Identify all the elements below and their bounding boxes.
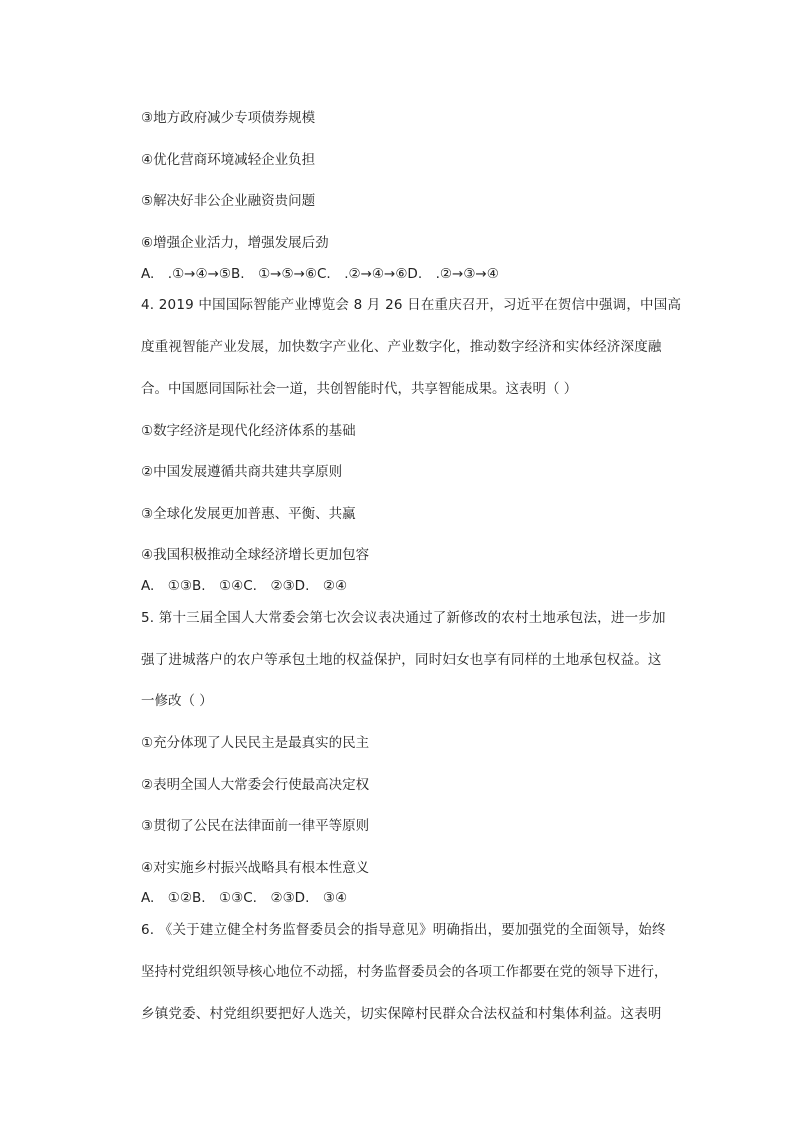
q3-option-6: ⑥增强企业活力，增强发展后劲: [141, 235, 329, 251]
q5-option-3: ③贯彻了公民在法律面前一律平等原则: [141, 818, 370, 834]
q4-stem-line-2: 度重视智能产业发展，加快数字产业化、产业数字化，推动数字经济和实体经济深度融: [141, 339, 662, 355]
q5-option-4: ④对实施乡村振兴战略具有根本性意义: [141, 860, 370, 876]
q4-answer-choices: A. ①③B. ①④C. ②③D. ②④: [141, 578, 348, 594]
q5-stem-line-2: 强了进城落户的农户等承包土地的权益保护，同时妇女也享有同样的土地承包权益。这: [141, 652, 662, 668]
q4-option-4: ④我国积极推动全球经济增长更加包容: [141, 547, 370, 563]
q6-stem-line-1: 6. 《关于建立健全村务监督委员会的指导意见》明确指出，要加强党的全面领导，始终: [141, 922, 666, 938]
q6-stem-line-3: 乡镇党委、村党组织要把好人选关，切实保障村民群众合法权益和村集体利益。这表明: [141, 1006, 662, 1022]
q3-answer-choices: A. .①→④→⑤B. ①→⑤→⑥C. .②→④→⑥D. .②→③→④: [141, 266, 499, 282]
q4-stem-line-3: 合。中国愿同国际社会一道，共创智能时代，共享智能成果。这表明（ ）: [141, 381, 578, 397]
q5-stem-line-1: 5. 第十三届全国人大常委会第七次会议表决通过了新修改的农村土地承包法，进一步加: [141, 610, 666, 626]
q5-option-1: ①充分体现了人民民主是最真实的民主: [141, 735, 370, 751]
q5-stem-line-3: 一修改（ ）: [141, 693, 213, 709]
q4-option-2: ②中国发展遵循共商共建共享原则: [141, 464, 343, 480]
q3-option-3: ③地方政府减少专项债券规模: [141, 110, 316, 126]
q5-answer-choices: A. ①②B. ①③C. ②③D. ③④: [141, 890, 348, 906]
q3-option-5: ⑤解决好非公企业融资贵问题: [141, 193, 316, 209]
q4-option-3: ③全球化发展更加普惠、平衡、共赢: [141, 506, 356, 522]
q3-option-4: ④优化营商环境减轻企业负担: [141, 152, 316, 168]
q6-stem-line-2: 坚持村党组织领导核心地位不动摇，村务监督委员会的各项工作都要在党的领导下进行，: [141, 964, 668, 980]
q4-stem-line-1: 4. 2019 中国国际智能产业博览会 8 月 26 日在重庆召开，习近平在贺信中强调，中国高: [141, 297, 682, 313]
q5-option-2: ②表明全国人大常委会行使最高决定权: [141, 777, 370, 793]
q4-option-1: ①数字经济是现代化经济体系的基础: [141, 423, 356, 439]
